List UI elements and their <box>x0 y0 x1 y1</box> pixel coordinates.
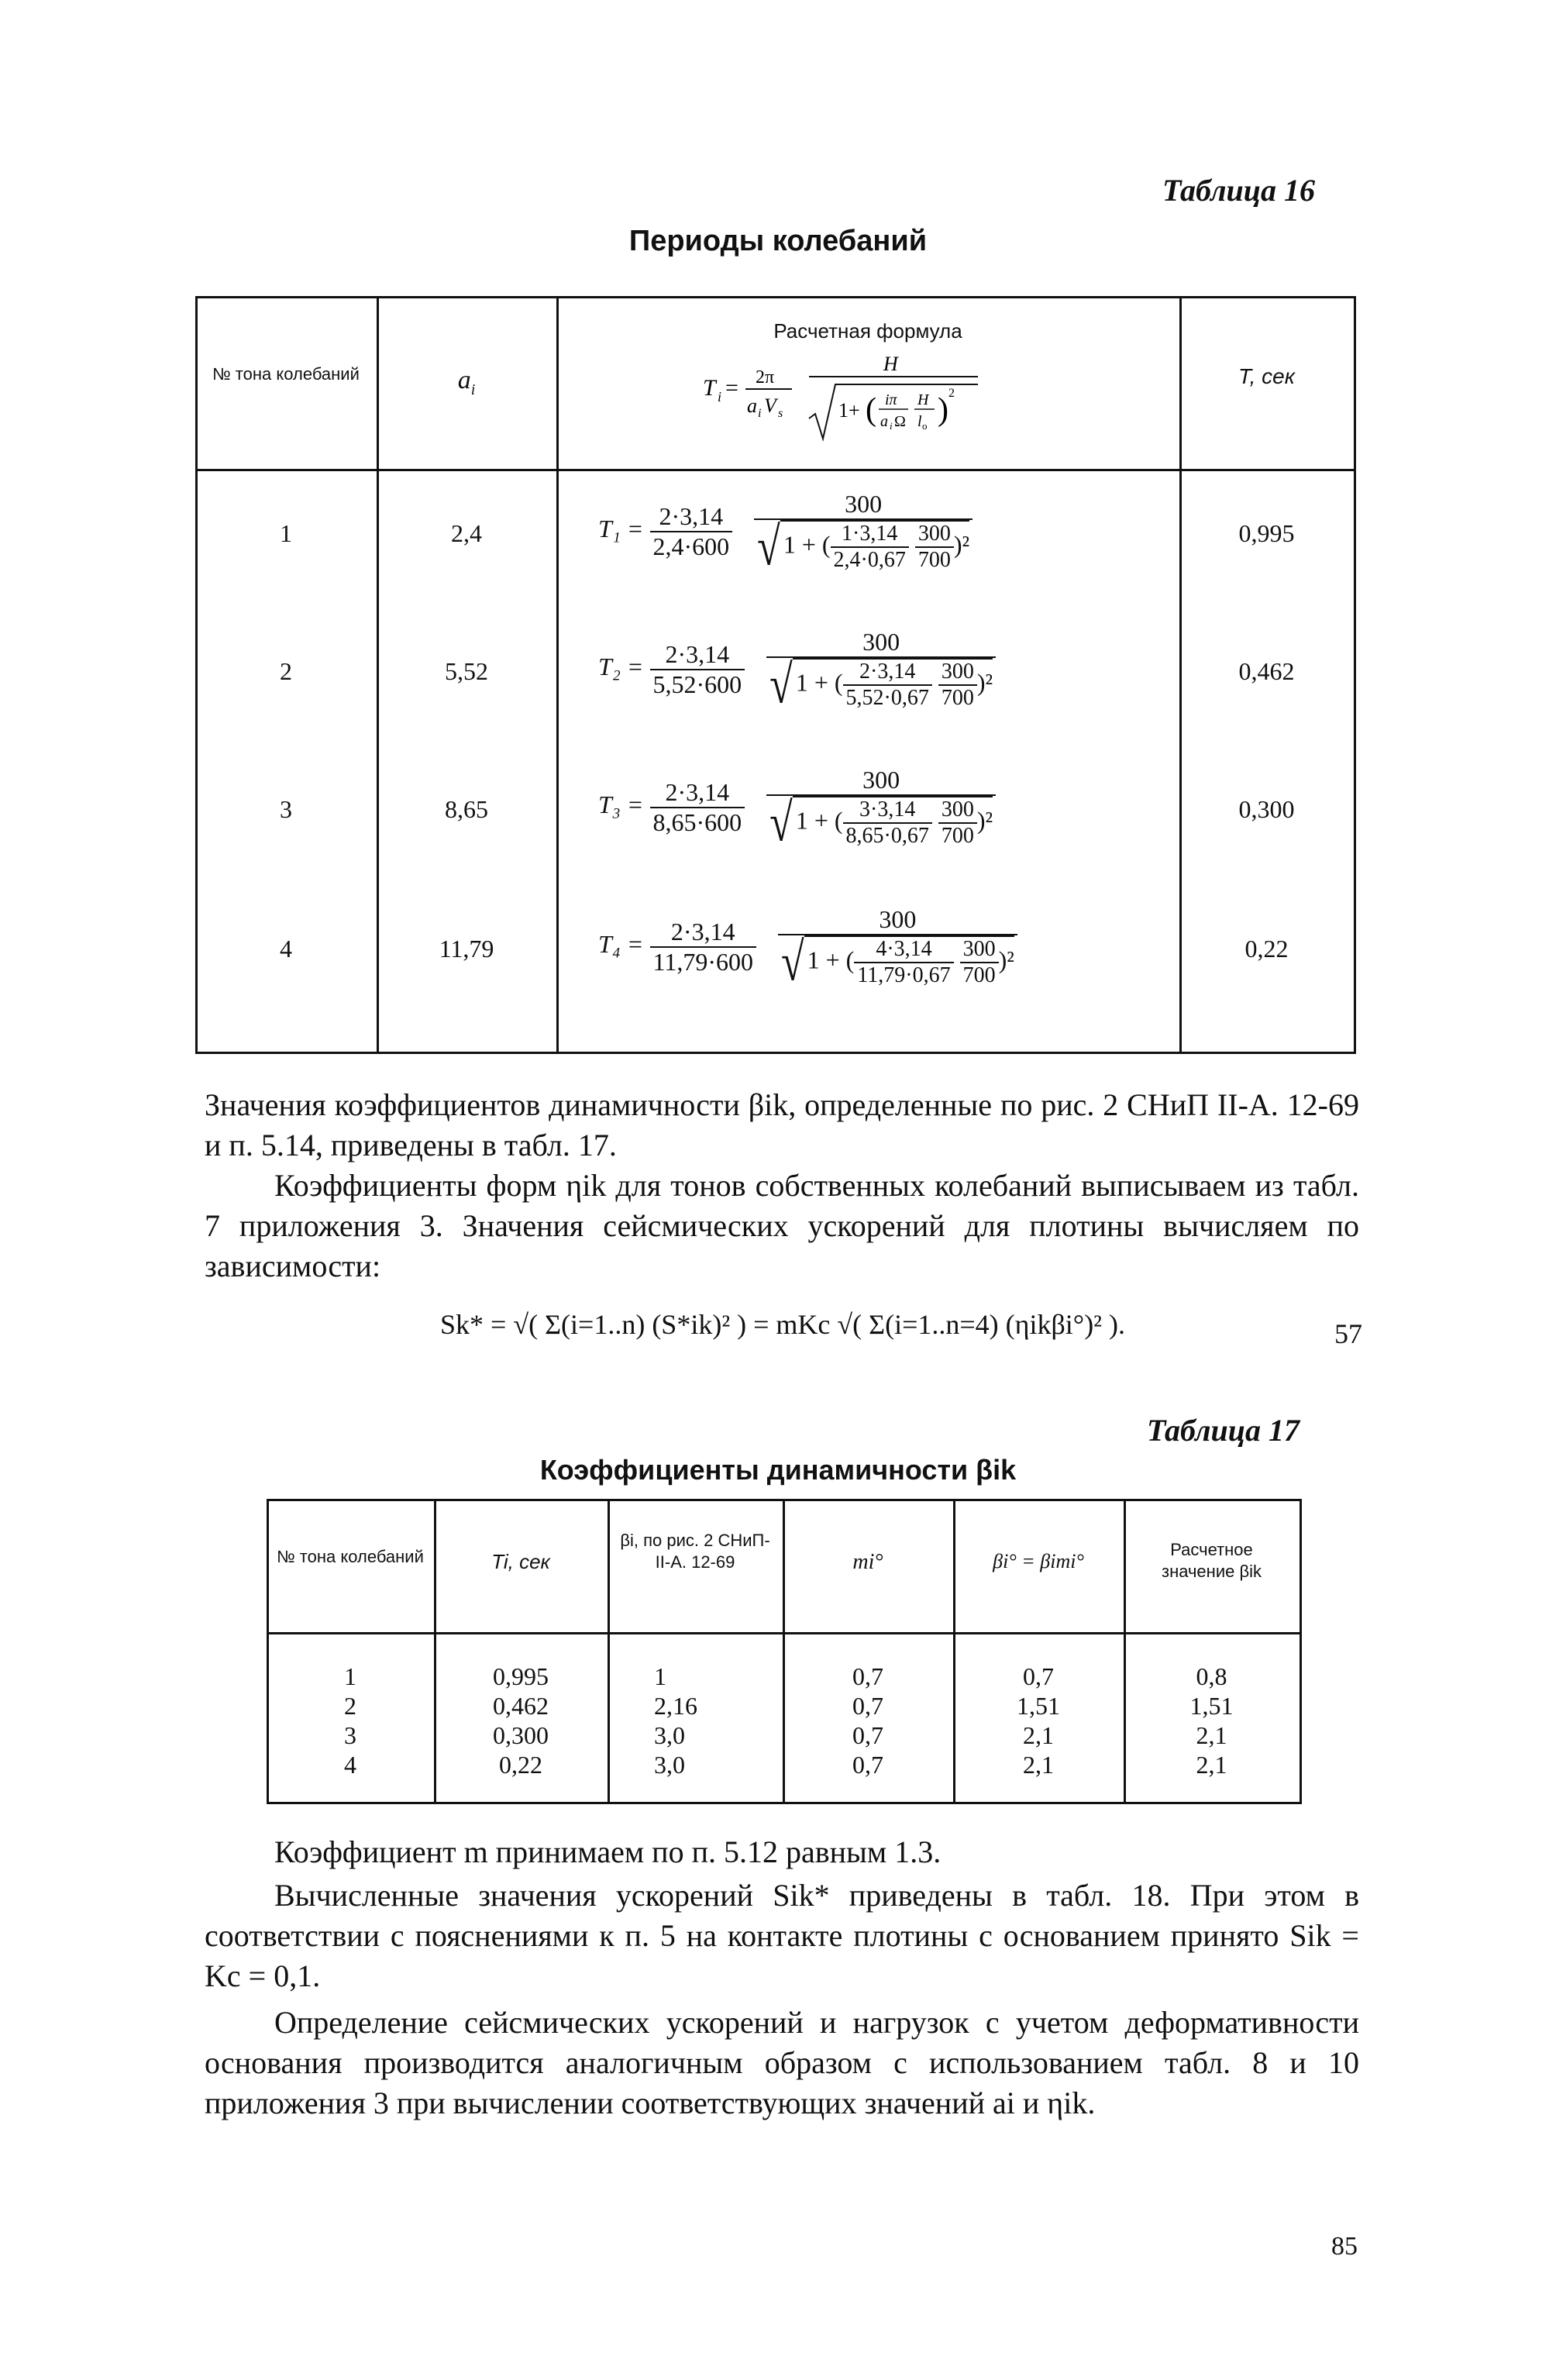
paragraph-5: Определение сейсмических ускорений и нагрузок с учетом деформативности основания производится аналогичным образом с использованием табл. 8 и 10 приложения 3 при вычислении соответствующих значений ai и ηik. <box>205 2005 1359 2120</box>
t17-col-beta-ik <box>1124 1662 1300 1779</box>
table-cell: 2,1 <box>1196 1751 1227 1779</box>
page-number: 85 <box>1331 2232 1358 2261</box>
t17-header-beta-ik: Расчетное значение βik <box>1161 1540 1262 1581</box>
paragraph-2: Коэффициенты форм ηik для тонов собственных колебаний выписываем из табл. 7 приложения 3. Значения сейсмических ускорений для плотины вычисляем по зависимости: <box>205 1168 1359 1283</box>
table-cell: 2,1 <box>1196 1721 1227 1749</box>
table16-row2-formula: T₂ = $\frac{2\cdot 3,14}{5,52\cdot 600}$ 300 √ 1 + ( $\frac{2\cdot 3,14}{5,52\cdot 0,67}$ $\frac{300}{700}$ )² <box>598 628 996 711</box>
table16-row3-T: 0,300 <box>1238 795 1295 823</box>
table-cell: 0,7 <box>852 1751 883 1779</box>
paragraph-1: Значения коэффициентов динамичности βik, определенные по рис. 2 СНиП II-А. 12-69 и п. 5.14, приведены в табл. 17. <box>205 1087 1359 1162</box>
header-period: T, сек <box>1238 364 1295 388</box>
t17-header-tone-no: № тона колебаний <box>277 1547 424 1566</box>
table-cell: 0,300 <box>493 1721 549 1749</box>
table-cell: 3,0 <box>654 1751 685 1779</box>
svg-text:2π: 2π <box>756 367 775 387</box>
table-cell: 0,7 <box>852 1721 883 1749</box>
table16-row3-formula: T₃ = $\frac{2\cdot 3,14}{8,65\cdot 600}$ 300 √ 1 + ( $\frac{3\cdot 3,14}{8,65\cdot 0,67}$ $\frac{300}{700}$ )² <box>598 766 996 849</box>
t17-col-beta <box>654 1662 778 1779</box>
table17 <box>267 1499 1302 1804</box>
table-cell: 0,7 <box>852 1662 883 1690</box>
table16 <box>195 296 1356 1054</box>
table-cell: 4 <box>344 1751 356 1779</box>
paragraph-3: Коэффициент m принимаем по п. 5.12 равным 1.3. <box>274 1834 942 1869</box>
table16-row1-n: 1 <box>280 519 292 547</box>
table-cell: 0,22 <box>499 1751 542 1779</box>
table-cell: 0,462 <box>493 1692 549 1720</box>
svg-text:i: i <box>890 420 893 432</box>
table-cell: 0,8 <box>1196 1662 1227 1690</box>
table16-row4-T: 0,22 <box>1244 935 1289 963</box>
table16-label: Таблица 16 <box>1162 173 1315 208</box>
table-cell: 2 <box>344 1692 356 1720</box>
svg-text:H: H <box>917 391 929 408</box>
formula-number: 57 <box>1334 1318 1362 1349</box>
svg-text:Ω: Ω <box>894 413 906 430</box>
seismic-formula: Sk* = √( Σ(i=1..n) (S*ik)² ) = mKc √( Σ(i=1..n=4) (ηikβi°)² ). <box>440 1309 1125 1340</box>
t17-col-m <box>783 1662 953 1779</box>
table-cell: 3,0 <box>654 1721 685 1749</box>
table16-row1-a: 2,4 <box>451 519 482 547</box>
table16-row3-a: 8,65 <box>445 795 488 823</box>
svg-text:o: o <box>922 420 928 432</box>
t17-header-beta0: βi° = βimi° <box>993 1550 1084 1572</box>
header-a: $a_i$ <box>457 366 476 398</box>
t17-header-T: Ti, сек <box>491 1550 550 1573</box>
table16-row4-n: 4 <box>280 935 292 963</box>
svg-text:V: V <box>764 394 776 417</box>
svg-text:a: a <box>880 413 888 430</box>
header-tone-no: № тона колебаний <box>212 364 360 384</box>
svg-text:s: s <box>778 407 783 420</box>
svg-text:=: = <box>725 375 738 401</box>
table16-row4-a: 11,79 <box>439 935 494 963</box>
t17-col-beta0 <box>953 1662 1124 1779</box>
svg-text:T: T <box>703 375 716 401</box>
t17-header-beta: βi, по рис. 2 СНиП-II-А. 12-69 <box>620 1531 770 1572</box>
svg-text:iπ: iπ <box>885 391 897 408</box>
svg-text:i: i <box>758 407 762 420</box>
table16-row3-n: 3 <box>280 795 292 823</box>
table17-title: Коэффициенты динамичности βik <box>539 1454 1017 1486</box>
t17-col-tone <box>267 1662 434 1779</box>
table-cell: 3 <box>344 1721 356 1749</box>
table-cell: 2,1 <box>1023 1721 1054 1749</box>
svg-text:H: H <box>883 353 898 375</box>
table16-row2-n: 2 <box>280 657 292 685</box>
svg-text:a: a <box>747 394 757 417</box>
table16-row4-formula: T₄ = $\frac{2\cdot 3,14}{11,79\cdot 600}$ 300 √ 1 + ( $\frac{4\cdot 3,14}{11,79\cdot 0,67}$ $\frac{300}{700}$ )² <box>598 905 1017 988</box>
header-formula-title: Расчетная формула <box>773 319 962 343</box>
svg-text:1+: 1+ <box>838 399 860 422</box>
svg-text:i: i <box>718 389 722 405</box>
svg-text:): ) <box>938 392 948 428</box>
t17-col-T <box>434 1662 608 1779</box>
table-cell: 1 <box>654 1662 666 1690</box>
svg-text:(: ( <box>866 392 876 428</box>
table17-label: Таблица 17 <box>1147 1413 1300 1448</box>
paragraph-4: Вычисленные значения ускорений Sik* приведены в табл. 18. При этом в соответствии с пояснениями к п. 5 на контакте плотины с основанием принято Sik = Kc = 0,1. <box>205 1878 1359 1993</box>
table-cell: 1 <box>344 1662 356 1690</box>
svg-text:2: 2 <box>948 387 955 400</box>
svg-text:l: l <box>917 413 922 430</box>
table-cell: 1,51 <box>1189 1692 1234 1720</box>
t17-header-m: mi° <box>852 1550 883 1574</box>
table16-row2-T: 0,462 <box>1238 657 1295 685</box>
table-cell: 0,7 <box>1023 1662 1054 1690</box>
table-cell: 0,7 <box>852 1692 883 1720</box>
table16-row2-a: 5,52 <box>445 657 488 685</box>
table16-row1-formula: T₁ = $\frac{2\cdot 3,14}{2,4\cdot 600}$ 300 √ 1 + ( $\frac{1\cdot 3,14}{2,4\cdot 0,67}$ $\frac{300}{700}$ )² <box>598 490 972 573</box>
table16-row1-T: 0,995 <box>1238 519 1295 547</box>
table-cell: 1,51 <box>1017 1692 1060 1720</box>
table-cell: 2,1 <box>1023 1751 1054 1779</box>
table-cell: 2,16 <box>654 1692 697 1720</box>
header-formula <box>629 343 1110 459</box>
table16-title: Периоды колебаний <box>628 225 928 257</box>
table-cell: 0,995 <box>493 1662 549 1690</box>
